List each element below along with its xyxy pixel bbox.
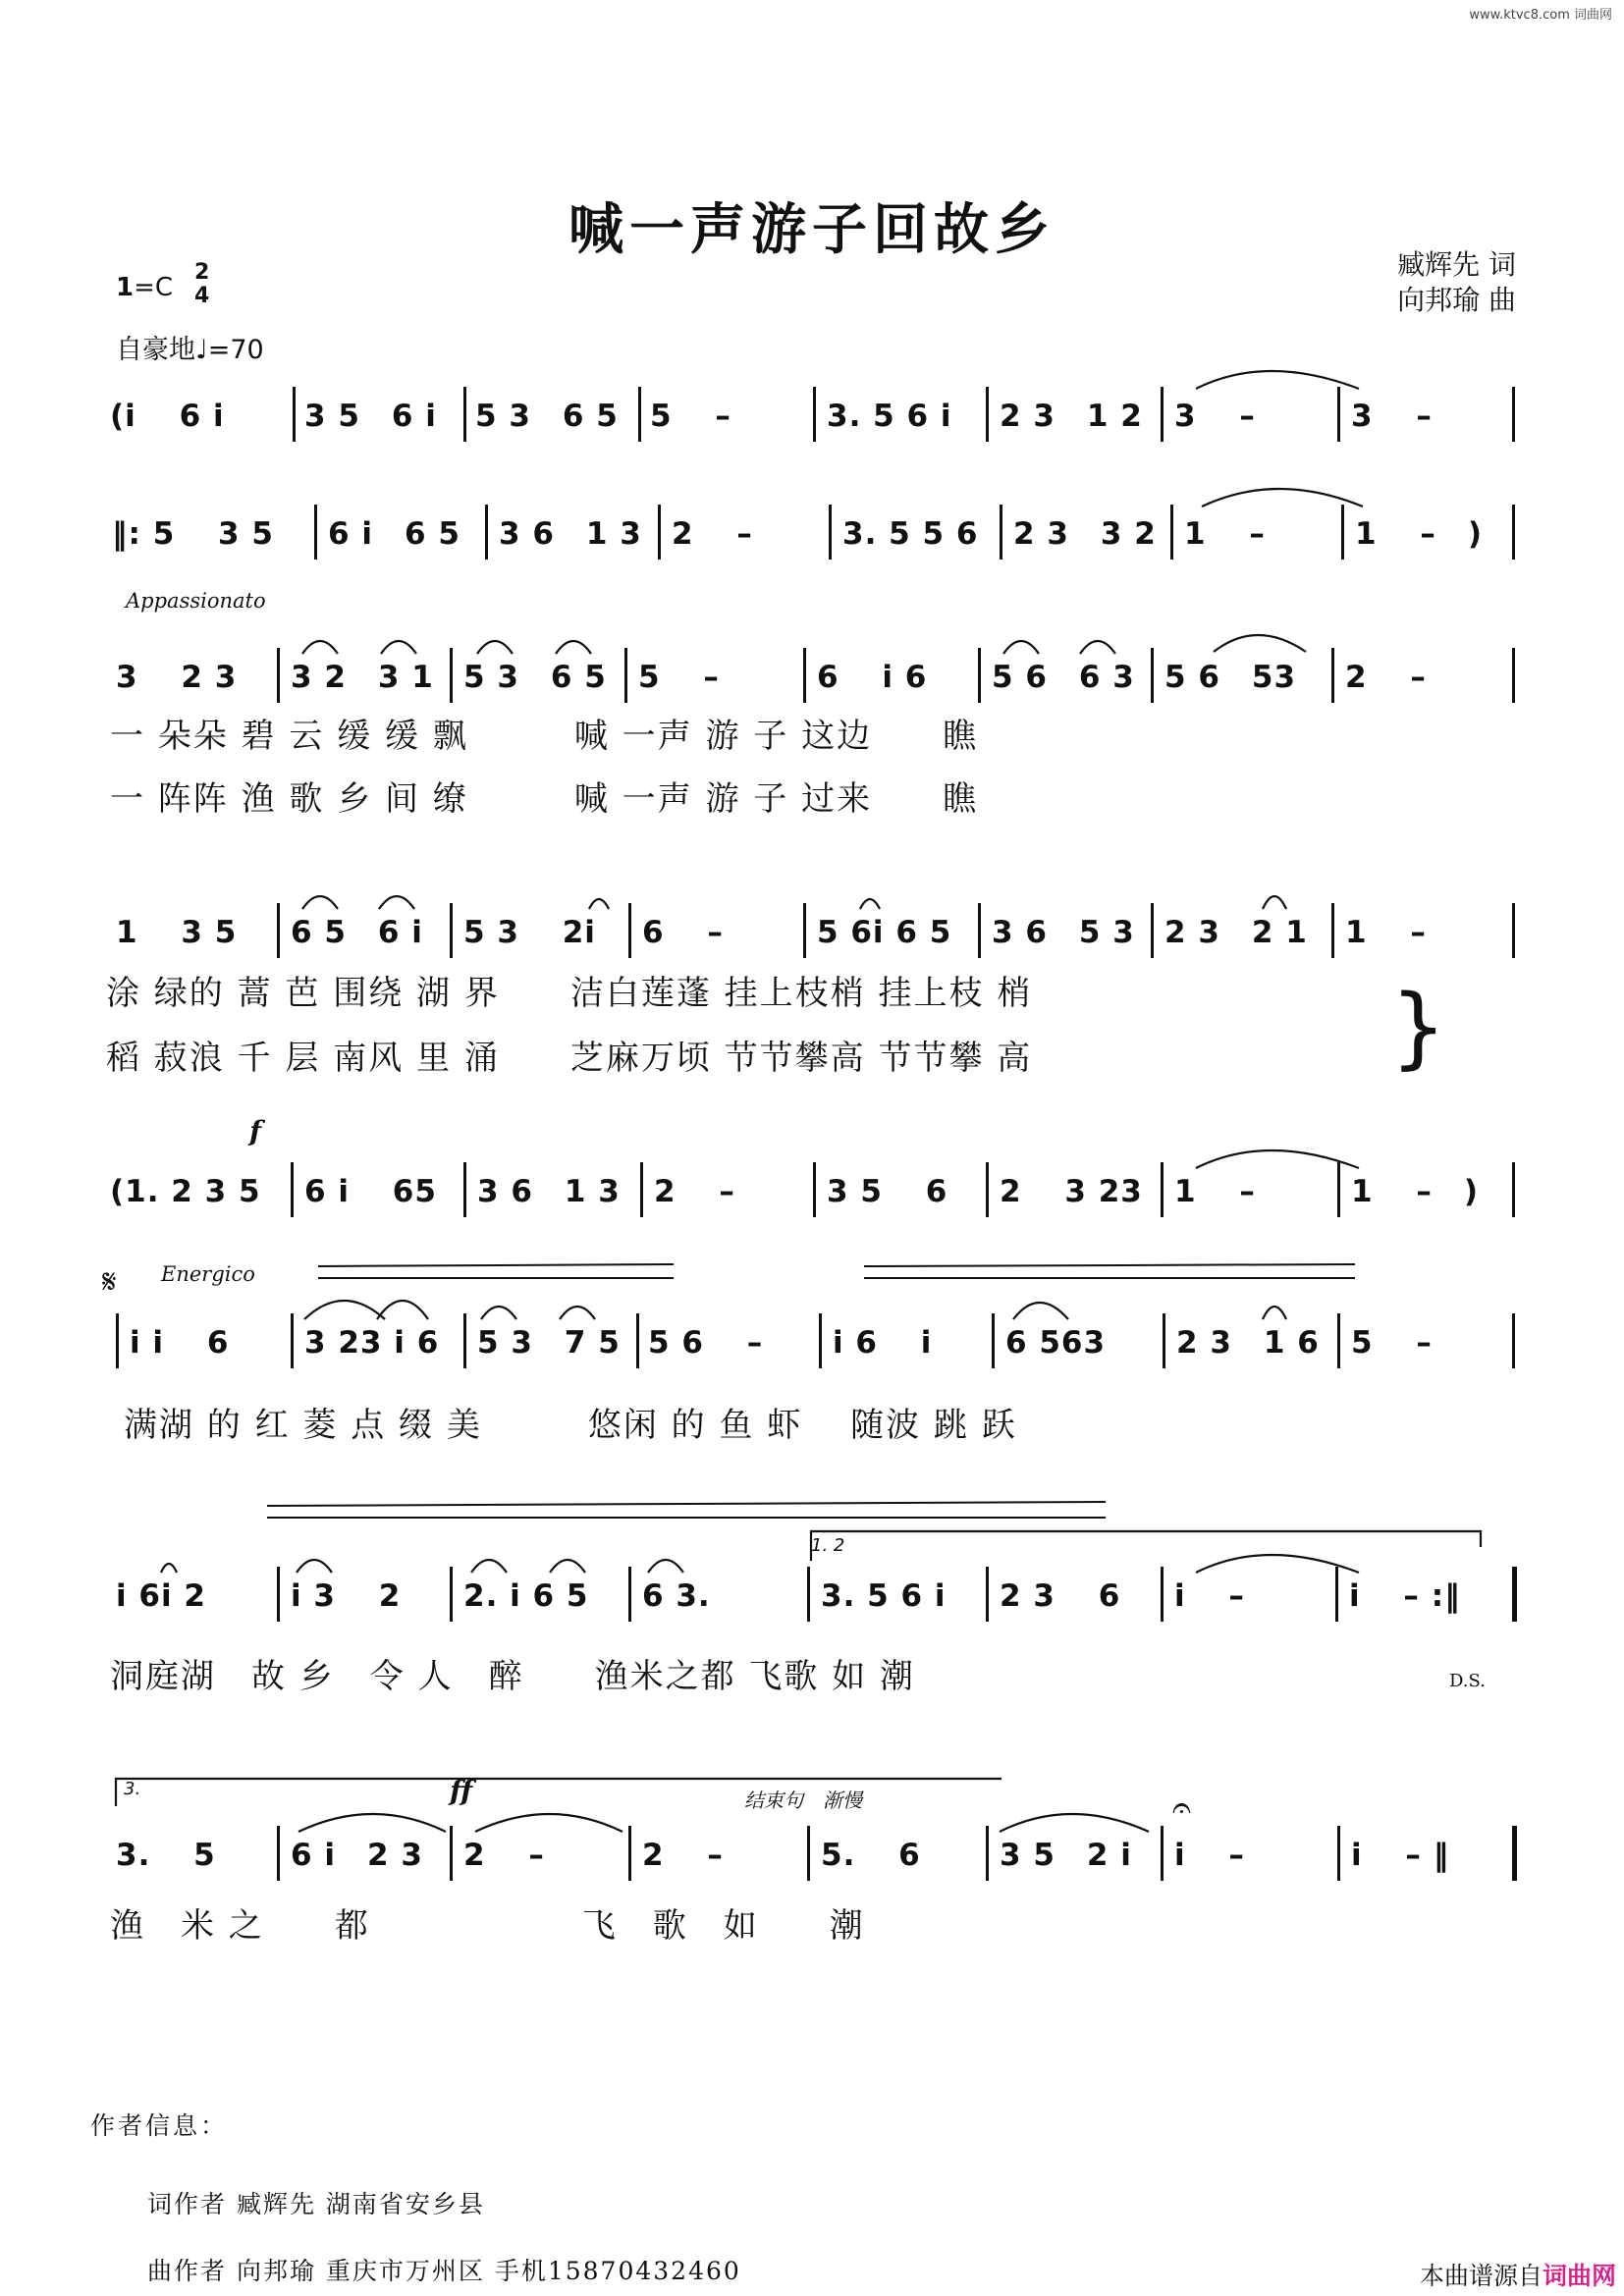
barline <box>277 648 280 703</box>
measure: 3. 5 6 i <box>827 399 952 434</box>
barline <box>978 903 981 958</box>
dynamic-mark: ff <box>450 1775 473 1807</box>
barline <box>986 1162 989 1217</box>
tie-curve <box>1214 635 1306 652</box>
measure: 3 6 1 3 <box>477 1174 621 1209</box>
measure: 5. 6 <box>821 1838 921 1873</box>
measure: i – :‖ <box>1349 1578 1461 1614</box>
barline <box>463 1162 466 1217</box>
measure: i 6 i <box>833 1325 933 1361</box>
measure: 2 3 1 2 <box>1000 399 1143 434</box>
source-brand-link[interactable]: 词曲网 <box>1542 2262 1616 2290</box>
barline <box>1512 903 1515 958</box>
slur-arc <box>1013 1303 1068 1319</box>
notes-line <box>0 658 1624 707</box>
measure: 5 – <box>1351 1325 1433 1361</box>
slur-arc <box>481 1307 516 1319</box>
measure: i i 6 <box>130 1325 230 1361</box>
notes-line <box>0 1576 1624 1626</box>
slur-arc <box>550 1560 585 1573</box>
barline <box>314 505 317 560</box>
measure: 2 3 3 2 <box>1013 516 1157 552</box>
measure: 6 i 6 5 <box>328 516 460 552</box>
barline <box>463 1313 466 1368</box>
tie-curve <box>1196 1150 1359 1168</box>
barline <box>1512 387 1515 442</box>
measure: 3 2 3 1 <box>291 660 434 695</box>
barline <box>291 1313 294 1368</box>
barline <box>1161 1567 1164 1622</box>
volta-label: 3. <box>124 1779 141 1799</box>
barline <box>450 648 453 703</box>
credits <box>1397 247 1516 318</box>
barline <box>807 1826 810 1881</box>
measure: 3 5 6 <box>827 1174 948 1209</box>
measure: i – <box>1174 1838 1245 1873</box>
measure: 2 – <box>672 516 753 552</box>
measure: 6 3. <box>642 1578 711 1614</box>
slur-arc <box>556 641 591 654</box>
measure: 5 3 7 5 <box>477 1325 621 1361</box>
notes-line <box>0 1836 1624 1885</box>
barline <box>658 505 661 560</box>
quarter-note-icon: ♩ <box>195 335 208 365</box>
composer-credit: 向邦瑜 曲 <box>1397 284 1516 316</box>
lyric-verse-2: 稻 菽浪 千 层 南风 里 涌 芝麻万顷 节节攀高 节节攀 高 <box>106 1039 1033 1078</box>
measure: 1 – <box>1174 1174 1256 1209</box>
measure: 2 – <box>642 1838 724 1873</box>
measure: 1 3 5 <box>116 915 238 950</box>
barline <box>1331 648 1334 703</box>
measure: 5 3 6 5 <box>475 399 619 434</box>
expression-mark: Energico <box>161 1262 255 1286</box>
tie-curve <box>475 1814 623 1832</box>
notes-line <box>0 913 1624 962</box>
barline <box>485 505 488 560</box>
slur-arc <box>1080 641 1115 654</box>
measure: ‖: 5 3 5 <box>112 516 274 552</box>
measure: 3. 5 5 6 <box>842 516 979 552</box>
slur-arc <box>648 1560 683 1573</box>
barline <box>1331 903 1334 958</box>
composer-info: 曲作者 向邦瑜 重庆市万州区 手机15870432460 <box>147 2257 741 2285</box>
barline <box>628 903 631 958</box>
measure: 1 – ) <box>1351 1174 1480 1209</box>
barline <box>986 1826 989 1881</box>
lyricist-credit: 臧辉先 词 <box>1397 248 1516 281</box>
slur-arc <box>381 641 416 654</box>
measure: 3 5 6 i <box>304 399 437 434</box>
slur-arc <box>161 1564 177 1573</box>
source-prefix: 本曲谱源自 <box>1419 2262 1543 2290</box>
measure: i 6i 2 <box>116 1578 206 1614</box>
slur-arc <box>302 641 338 654</box>
measure: 3 2 3 <box>116 660 238 695</box>
measure: 6 i 65 <box>304 1174 437 1209</box>
lyricist-info: 词作者 臧辉先 湖南省安乡县 <box>147 2190 485 2218</box>
lyric-verse-2: 一 阵阵 渔 歌 乡 间 缭 喊 一声 游 子 过来 瞧 <box>110 779 979 819</box>
key-equals: =C <box>134 273 174 302</box>
measure: 2 – <box>463 1838 545 1873</box>
meter-bottom: 4 <box>194 284 210 308</box>
barline <box>624 648 627 703</box>
barline <box>628 1826 631 1881</box>
measure: 3. 5 <box>116 1838 216 1873</box>
slur-arc <box>560 1307 595 1319</box>
measure: 3 23 i 6 <box>304 1325 440 1361</box>
measure: i 3 2 <box>291 1578 402 1614</box>
measure: 5 6 – <box>648 1325 764 1361</box>
measure: 1 – ) <box>1355 516 1484 552</box>
lyric-verse-1: 涂 绿的 蒿 芭 围绕 湖 界 洁白莲蓬 挂上枝梢 挂上枝 梢 <box>106 974 1033 1013</box>
barline <box>1337 387 1340 442</box>
barline <box>829 505 832 560</box>
measure: 3 – <box>1351 399 1433 434</box>
measure: 2. i 6 5 <box>463 1578 589 1614</box>
barline <box>640 1162 643 1217</box>
volta-bracket <box>811 1531 1481 1561</box>
source-footer <box>1420 2257 1616 2292</box>
barline <box>803 903 806 958</box>
barline <box>293 387 296 442</box>
tie-curve <box>1000 1814 1149 1832</box>
slur-arc <box>1263 896 1286 909</box>
verse-brace-icon: } <box>1390 976 1447 1079</box>
barline <box>803 648 806 703</box>
barline <box>1337 1313 1340 1368</box>
fermata-icon: 𝄐 <box>1172 1789 1191 1828</box>
slur-arc <box>377 1301 428 1319</box>
measure: 2 3 2 1 <box>1164 915 1308 950</box>
barline <box>1000 505 1002 560</box>
site-watermark: www.ktvc8.com 词曲网 <box>1469 8 1612 23</box>
barline <box>986 387 989 442</box>
notes-line <box>0 1323 1624 1372</box>
slur-arc <box>589 899 609 909</box>
barline <box>1512 1567 1517 1622</box>
barline <box>807 1567 810 1622</box>
barline <box>628 1567 631 1622</box>
measure: 3 6 5 3 <box>992 915 1135 950</box>
barline <box>1335 1567 1338 1622</box>
measure: 5 6 6 3 <box>992 660 1135 695</box>
time-signature <box>194 261 209 308</box>
measure: 5 3 6 5 <box>463 660 607 695</box>
measure: 6 5 6 i <box>291 915 423 950</box>
barline <box>638 387 641 442</box>
measure: 5 6 53 <box>1164 660 1297 695</box>
barline <box>1161 387 1164 442</box>
hairpin-line <box>318 1264 674 1266</box>
barline <box>277 903 280 958</box>
key-signature <box>116 273 173 302</box>
slur-arc <box>302 896 338 909</box>
measure: 3 5 2 i <box>1000 1838 1132 1873</box>
barline <box>1161 1826 1164 1881</box>
measure: 6 i 6 <box>817 660 928 695</box>
notes-line <box>0 514 1624 563</box>
measure: 6 563 <box>1005 1325 1107 1361</box>
measure: 2 3 6 <box>1000 1578 1121 1614</box>
slur-arc <box>477 641 513 654</box>
measure: i – <box>1174 1578 1245 1614</box>
slur-arc <box>304 1301 385 1319</box>
barline <box>116 1313 119 1368</box>
slur-arc <box>297 1560 332 1573</box>
barline <box>992 1313 995 1368</box>
meter-top: 2 <box>194 260 210 285</box>
measure: 5 6i 6 5 <box>817 915 952 950</box>
barline <box>819 1313 822 1368</box>
tempo-word: 自豪地 <box>116 335 195 365</box>
segno-icon: 𝄋 <box>102 1262 117 1302</box>
barline <box>450 1826 453 1881</box>
barline <box>986 1567 989 1622</box>
barline <box>1337 1162 1340 1217</box>
barline <box>1512 648 1515 703</box>
tie-curve <box>1196 371 1359 389</box>
author-info-heading: 作者信息： <box>90 2111 229 2140</box>
dal-segno-mark: D.S. <box>1449 1671 1486 1691</box>
measure: 3 – <box>1174 399 1256 434</box>
barline <box>277 1567 280 1622</box>
barline <box>1161 1162 1164 1217</box>
barline <box>1512 1826 1517 1881</box>
slur-arc <box>379 896 414 909</box>
volta-label: 1. 2 <box>811 1535 845 1556</box>
slur-arc <box>471 1560 507 1573</box>
dynamic-mark: f <box>249 1115 262 1148</box>
measure: 6 i 2 3 <box>291 1838 423 1873</box>
lyric-verse-1: 满湖 的 红 菱 点 缀 美 悠闲 的 鱼 虾 随波 跳 跃 <box>124 1406 1017 1445</box>
tempo-change-mark: 结束句 渐慢 <box>744 1789 862 1812</box>
slur-arc <box>1263 1307 1286 1319</box>
measure: 6 – <box>642 915 724 950</box>
lyric-verse-1: 渔 米 之 都 飞 歌 如 潮 <box>110 1906 865 1946</box>
barline <box>1337 1826 1340 1881</box>
volta-bracket <box>116 1779 1001 1806</box>
lyric-verse-1: 一 朵朵 碧 云 缓 缓 飘 喊 一声 游 子 这边 瞧 <box>110 717 979 756</box>
measure: i – ‖ <box>1351 1838 1450 1873</box>
barline <box>978 648 981 703</box>
barline <box>813 1162 816 1217</box>
measure: 5 – <box>638 660 720 695</box>
barline <box>813 387 816 442</box>
tempo-marking <box>116 328 264 366</box>
lyric-verse-1: 洞庭湖 故 乡 令 人 醉 渔米之都 飞歌 如 潮 <box>110 1657 916 1696</box>
barline <box>1512 1313 1515 1368</box>
hairpin-line <box>864 1264 1355 1266</box>
barline <box>1341 505 1344 560</box>
key-tonic: 1 <box>116 273 135 302</box>
barline <box>277 1826 280 1881</box>
barline <box>450 1567 453 1622</box>
barline <box>291 1162 294 1217</box>
measure: 2 3 23 <box>1000 1174 1143 1209</box>
measure: (1. 2 3 5 <box>110 1174 261 1209</box>
barline <box>1512 1162 1515 1217</box>
tie-curve <box>1202 489 1363 507</box>
measure: 2 – <box>654 1174 735 1209</box>
barline <box>1163 1313 1165 1368</box>
measure: (i 6 i <box>110 399 225 434</box>
barline <box>1512 505 1515 560</box>
tempo-bpm: =70 <box>207 335 264 365</box>
measure: 3. 5 6 i <box>821 1578 947 1614</box>
measure: 1 – <box>1184 516 1266 552</box>
hairpin-line <box>267 1502 1106 1506</box>
measure: 2 – <box>1345 660 1427 695</box>
barline <box>1170 505 1173 560</box>
barline <box>1151 648 1154 703</box>
tie-curve <box>298 1814 446 1832</box>
barline <box>463 387 466 442</box>
measure: 5 3 2i <box>463 915 596 950</box>
barline <box>450 903 453 958</box>
song-title: 喊一声游子回故乡 <box>568 197 1056 262</box>
measure: 5 – <box>650 399 731 434</box>
barline <box>1151 903 1154 958</box>
slur-arc <box>1003 641 1039 654</box>
measure: 1 – <box>1345 915 1427 950</box>
measure: 3 6 1 3 <box>499 516 642 552</box>
notes-line <box>0 1172 1624 1221</box>
barline <box>636 1313 639 1368</box>
notes-line <box>0 397 1624 446</box>
expression-mark: Appassionato <box>126 589 266 613</box>
measure: 2 3 1 6 <box>1176 1325 1320 1361</box>
slur-arc <box>860 899 880 909</box>
